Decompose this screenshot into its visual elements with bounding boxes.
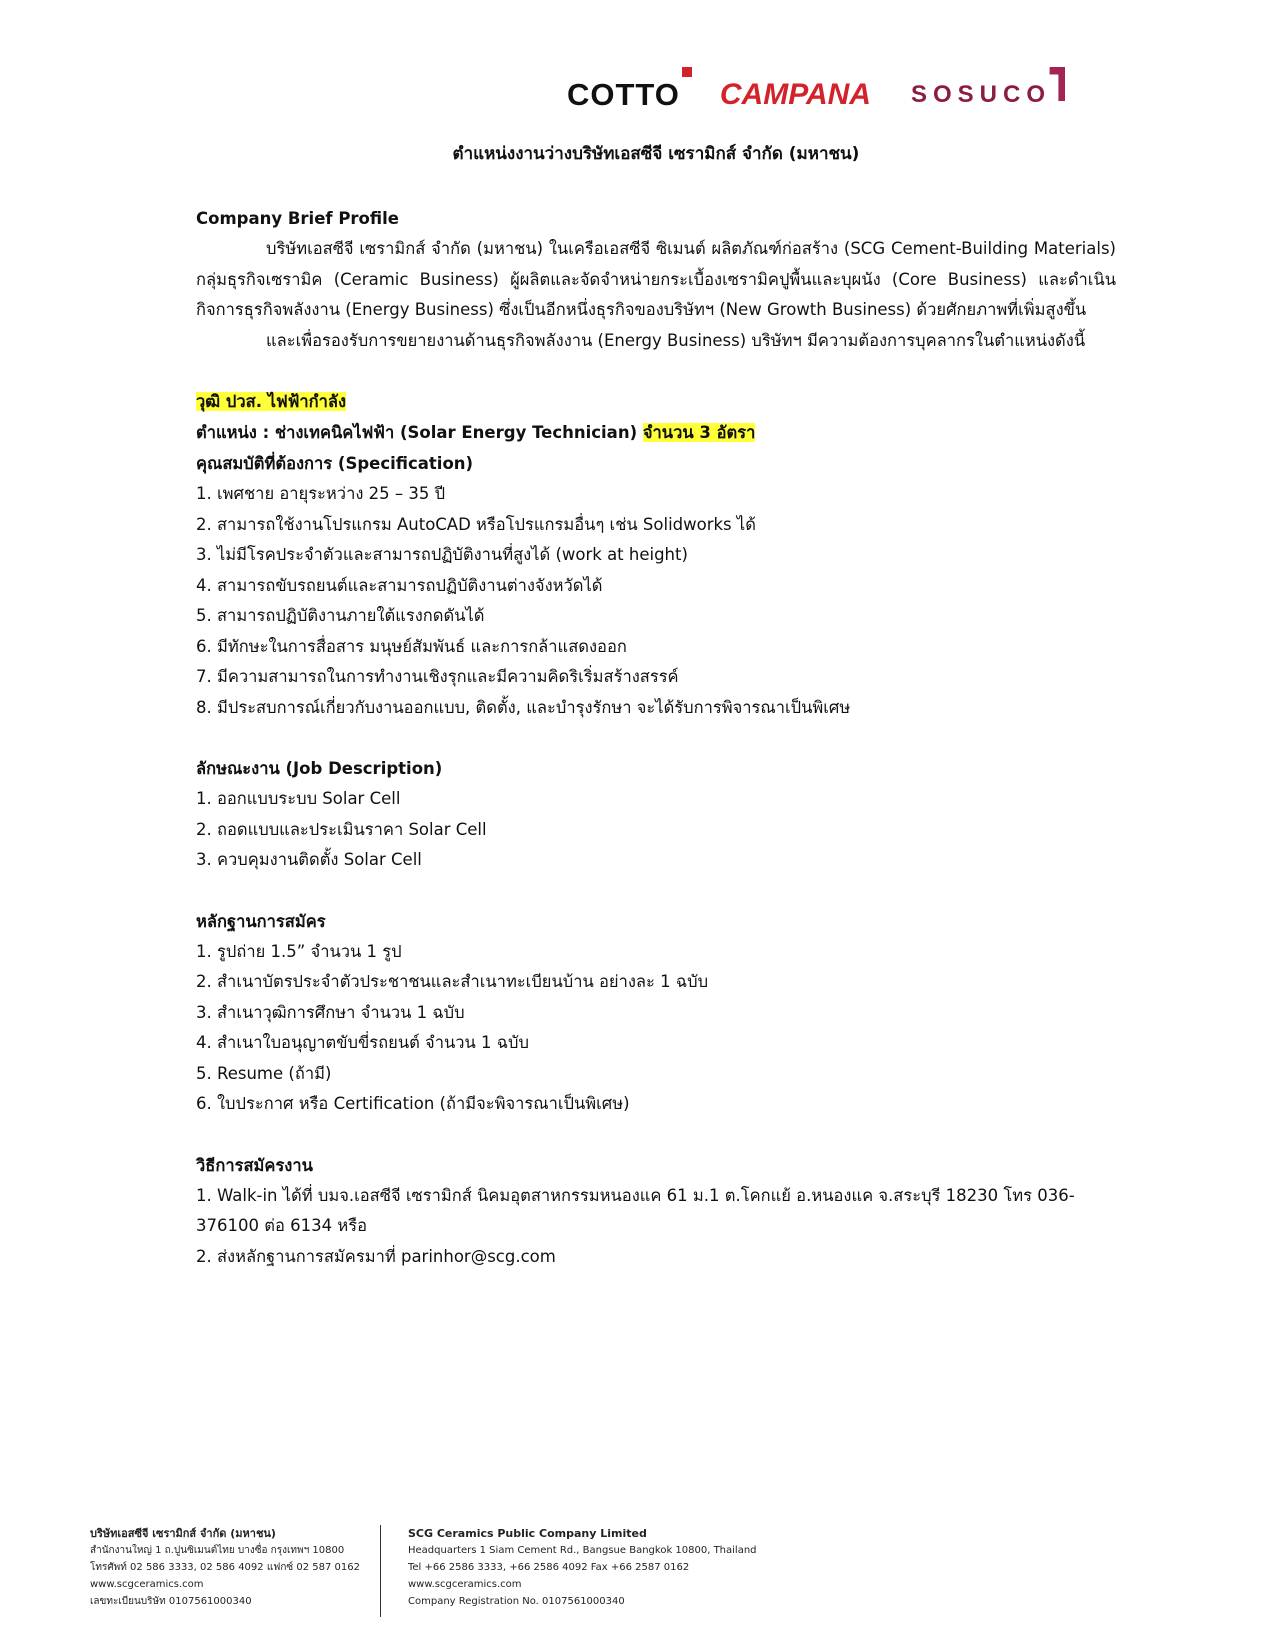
position-line [196, 417, 1116, 448]
position-label: ตำแหน่ง : ช่างเทคนิคไฟฟ้า (Solar Energy Technician) [196, 423, 638, 442]
profile-heading: Company Brief Profile [196, 209, 399, 228]
spec-item: 7. มีความสามารถในการทำงานเชิงรุกและมีความคิดริเริ่มสร้างสรรค์ [196, 667, 679, 686]
profile-paragraph-2: และเพื่อรองรับการขยายงานด้านธุรกิจพลังงาน (Energy Business) บริษัทฯ มีความต้องการบุคลากรในตำแหน่งดังนี้ [266, 330, 1086, 350]
footer-thai-registration: เลขทะเบียนบริษัท 0107561000340 [90, 1596, 252, 1607]
docs-heading: หลักฐานการสมัคร [196, 911, 326, 931]
description-item: 2. ถอดแบบและประเมินราคา Solar Cell [196, 819, 487, 839]
document-item: 6. ใบประกาศ หรือ Certification (ถ้ามีจะพิจารณาเป็นพิเศษ) [196, 1094, 630, 1113]
cotto-logo: COTTO [567, 77, 680, 113]
spec-item: 5. สามารถปฏิบัติงานภายใต้แรงกดดันได้ [196, 606, 485, 625]
description-item: 3. ควบคุมงานติดตั้ง Solar Cell [196, 850, 422, 869]
document-item: 2. สำเนาบัตรประจำตัวประชาชนและสำเนาทะเบียนบ้าน อย่างละ 1 ฉบับ [196, 972, 709, 991]
cotto-logo-square [682, 67, 692, 77]
campana-logo: CAMPANA [719, 78, 871, 111]
qualification-heading [196, 386, 1116, 417]
page-footer [90, 1525, 1190, 1620]
spec-item: 4. สามารถขับรถยนต์และสามารถปฏิบัติงานต่างจังหวัดได้ [196, 575, 603, 595]
apply-method-item: 2. ส่งหลักฐานการสมัครมาที่ parinhor@scg.com [196, 1246, 556, 1266]
document-body [196, 140, 1116, 1272]
page-title: ตำแหน่งงานว่างบริษัทเอสซีจี เซรามิกส์ จำกัด (มหาชน) [452, 144, 860, 164]
document-item: 3. สำเนาวุฒิการศึกษา จำนวน 1 ฉบับ [196, 1002, 465, 1022]
apply-list [196, 1181, 1116, 1273]
spec-item: 2. สามารถใช้งานโปรแกรม AutoCAD หรือโปรแกรมอื่นๆ เช่น Solidworks ได้ [196, 514, 756, 534]
footer-thai-address: สำนักงานใหญ่ 1 ถ.ปูนซิเมนต์ไทย บางซื่อ กรุงเทพฯ 10800 [90, 1545, 345, 1556]
document-item: 4. สำเนาใบอนุญาตขับขี่รถยนต์ จำนวน 1 ฉบับ [196, 1033, 529, 1052]
document-item: 5. Resume (ถ้ามี) [196, 1063, 332, 1083]
description-item: 1. ออกแบบระบบ Solar Cell [196, 789, 401, 808]
footer-english [408, 1525, 757, 1610]
spec-list [196, 479, 1116, 723]
footer-thai [90, 1525, 360, 1610]
desc-list [196, 784, 1116, 876]
qualification-text: วุฒิ ปวส. ไฟฟ้ากำลัง [196, 392, 347, 411]
spec-item: 3. ไม่มีโรคประจำตัวและสามารถปฏิบัติงานที่สูงได้ (work at height) [196, 545, 688, 564]
apply-method-item: 1. Walk-in ได้ที่ บมจ.เอสซีจี เซรามิกส์ นิคมอุตสาหกรรมหนองแค 61 ม.1 ต.โคกแย้ อ.หนองแค จ.สระบุรี 18230 โทร 036-376100 ต่อ 6134 หรือ [196, 1185, 1075, 1235]
footer-en-phone: Tel +66 2586 3333, +66 2586 4092 Fax +66 2587 0162 [408, 1562, 690, 1573]
sosuco-logo: SOSUCO [911, 81, 1065, 109]
brand-logos [567, 70, 1065, 120]
footer-en-address: Headquarters 1 Siam Cement Rd., Bangsue Bangkok 10800, Thailand [408, 1545, 757, 1556]
footer-thai-phone: โทรศัพท์ 02 586 3333, 02 586 4092 แฟกซ์ 02 587 0162 [90, 1562, 360, 1573]
spec-item: 8. มีประสบการณ์เกี่ยวกับงานออกแบบ, ติดตั้ง, และบำรุงรักษา จะได้รับการพิจารณาเป็นพิเศษ [196, 697, 851, 717]
docs-list [196, 937, 1116, 1120]
position-count: จำนวน 3 อัตรา [642, 423, 756, 442]
document-item: 1. รูปถ่าย 1.5” จำนวน 1 รูป [196, 941, 402, 961]
footer-en-website[interactable]: www.scgceramics.com [408, 1579, 522, 1590]
profile-paragraph-1: บริษัทเอสซีจี เซรามิกส์ จำกัด (มหาชน) ในเครือเอสซีจี ซิเมนต์ ผลิตภัณฑ์ก่อสร้าง (SCG Cement-Building Materials) กลุ่มธุรกิจเซรามิค (Ceramic Business) ผู้ผลิตและจัดจำหน่ายกระเบื้องเซรามิคปูพื้นและบุผนัง (Core Business) และดำเนินกิจการธุรกิจพลังงาน (Energy Business) ซึ่งเป็นอีกหนึ่งธุรกิจของบริษัทฯ (New Growth Business) ด้วยศักยภาพที่เพิ่มสูงขึ้น [196, 239, 1116, 319]
desc-heading: ลักษณะงาน (Job Description) [196, 759, 443, 778]
footer-en-registration: Company Registration No. 0107561000340 [408, 1596, 625, 1607]
footer-thai-website[interactable]: www.scgceramics.com [90, 1579, 204, 1590]
apply-heading: วิธีการสมัครงาน [196, 1155, 313, 1175]
footer-divider [380, 1525, 381, 1617]
footer-en-company: SCG Ceramics Public Company Limited [408, 1527, 647, 1540]
spec-item: 1. เพศชาย อายุระหว่าง 25 – 35 ปี [196, 484, 446, 503]
spec-item: 6. มีทักษะในการสื่อสาร มนุษย์สัมพันธ์ และการกล้าแสดงออก [196, 636, 627, 656]
footer-thai-company: บริษัทเอสซีจี เซรามิกส์ จำกัด (มหาชน) [90, 1527, 276, 1540]
spec-heading: คุณสมบัติที่ต้องการ (Specification) [196, 454, 474, 473]
